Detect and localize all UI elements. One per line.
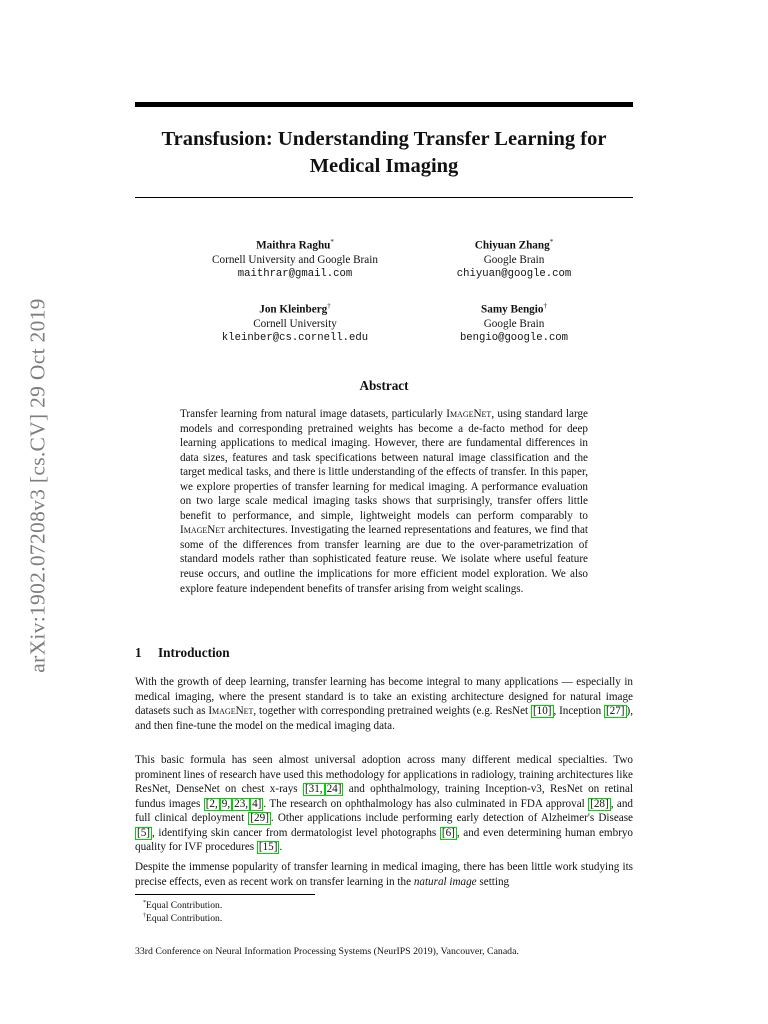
author-affiliation: Cornell University [253, 317, 337, 330]
citation-link[interactable]: [5] [137, 826, 150, 839]
author-mark: * [330, 238, 334, 246]
author-name: Chiyuan Zhang* [474, 238, 554, 252]
intro-paragraph-1: With the growth of deep learning, transfer learning has become integral to many applications — especially in medical imaging, where the present standard is to take an existing architecture designed for natural image datasets such as ImageNet, together with corresponding pretrained weights (e.g. ResNet [10] , Inception [27] ), and then fine-tune the model on the medical imaging data. [135, 676, 633, 732]
citation-link[interactable]: [29] [250, 812, 269, 824]
footnote: †Equal Contribution. [143, 913, 223, 925]
footnote-rule [135, 894, 315, 895]
imagenet-term: ImageNet [180, 524, 226, 537]
author-name: Samy Bengio† [481, 302, 547, 316]
author-affiliation: Google Brain [483, 317, 545, 330]
arxiv-stamp-text: arXiv:1902.07208v3 [cs.CV] 29 Oct 2019 [25, 297, 50, 673]
emphasis-text: natural image [413, 875, 477, 888]
citation-link[interactable]: [31, [304, 783, 323, 795]
author-affiliation: Google Brain [483, 253, 545, 266]
footnote-mark: † [143, 913, 146, 919]
citation-link[interactable]: [27] [605, 705, 625, 717]
author-name: Jon Kleinberg† [259, 302, 331, 316]
title-top-rule [135, 102, 633, 107]
author-email: kleinber@cs.cornell.edu [221, 331, 369, 344]
footnote-mark: * [143, 900, 146, 906]
author-email: chiyuan@google.com [456, 267, 572, 280]
section-title: Introduction [158, 645, 230, 660]
abstract-heading: Abstract [359, 378, 409, 393]
title-bottom-rule [135, 197, 633, 198]
section-number: 1 [135, 645, 142, 660]
author-name: Maithra Raghu* [256, 238, 334, 252]
citation-link[interactable]: 23, [234, 797, 249, 810]
author-mark: † [543, 302, 547, 310]
citation-link[interactable]: 4] [252, 797, 262, 810]
citation-link[interactable]: [2, [205, 797, 218, 810]
citation-link[interactable]: [6] [441, 826, 455, 839]
author-email: maithrar@gmail.com [237, 267, 353, 280]
footnote: *Equal Contribution. [143, 900, 223, 912]
paper-title: Transfusion: Understanding Transfer Learning for Medical Imaging [161, 128, 607, 177]
imagenet-term: ImageNet [446, 408, 492, 420]
arxiv-stamp [18, 270, 58, 700]
author-block [404, 299, 624, 345]
author-mark: † [327, 302, 331, 310]
author-block [404, 235, 624, 281]
intro-paragraph-3: Despite the immense popularity of transfer learning in medical imaging, there has been little work studying its precise effects, even as recent work on transfer learning in the natural image setting [135, 861, 633, 888]
citation-link[interactable]: 24] [326, 783, 342, 795]
citation-link[interactable]: [15] [258, 841, 278, 853]
author-mark: * [549, 238, 554, 246]
citation-link[interactable]: [10] [532, 705, 552, 717]
author-block [185, 299, 405, 345]
author-email: bengio@google.com [459, 331, 569, 344]
abstract-body: Transfer learning from natural image datasets, particularly ImageNet, using standard large models and corresponding pretrained weights has become a de-facto method for deep learning applications to medical imaging. However, there are fundamental differences in data sizes, features and task specifications between natural image classification and the target medical tasks, and there is little understanding of the effects of transfer. In this paper, we explore properties of transfer learning for medical imaging. A performance evaluation on two large scale medical imaging tasks shows that surprisingly, transfer offers little benefit to performance, and simple, lightweight models can perform comparably to ImageNet architectures. Investigating the learned representations and features, we find that some of the differences from transfer learning are due to the over-parametrization of standard models rather than sophisticated feature reuse. We isolate where useful feature reuse occurs, and outline the implications for more efficient model exploration. We also explore feature independent benefits of transfer arising from weight scalings. [180, 408, 588, 595]
intro-paragraph-2: This basic formula has seen almost universal adoption across many different medical specialties. Two prominent lines of research have used this methodology for applications in radiology, training architectures like ResNet, DenseNet on chest x-rays [31, 24] and ophthalmology, training Inception-v3, ResNet on retinal fundus images [2, 9, 23, 4] . The research on ophthalmology has also culminated in FDA approval [28] , and full clinical deployment [29] . Other applications include performing early detection of Alzheimer's Disease [5] , identifying skin cancer from dermatologist level photographs [6] , and even determining human embryo quality for IVF procedures [15] . [135, 754, 634, 853]
venue-note: 33rd Conference on Neural Information Processing Systems (NeurIPS 2019), Vancouver, Canada. [135, 946, 519, 957]
imagenet-term: ImageNet [208, 705, 254, 717]
citation-link[interactable]: 9, [221, 797, 231, 810]
section-heading [135, 645, 633, 661]
author-block [185, 235, 405, 281]
author-affiliation: Cornell University and Google Brain [212, 253, 378, 266]
citation-link[interactable]: [28] [590, 797, 609, 810]
